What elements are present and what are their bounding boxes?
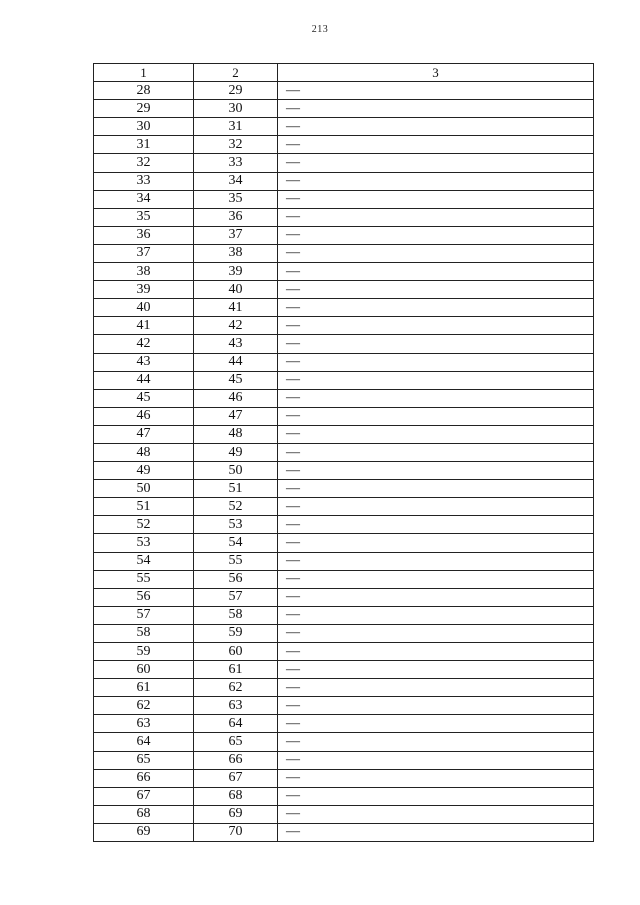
table-cell-col-2: 64	[194, 715, 278, 733]
table-row	[94, 805, 594, 823]
table-cell-col-2: 59	[194, 624, 278, 642]
table-cell-col-3: —	[278, 805, 594, 823]
table-cell-col-1: 35	[94, 208, 194, 226]
table-cell-col-2: 65	[194, 733, 278, 751]
table-body	[94, 82, 594, 842]
table-cell-col-3: —	[278, 190, 594, 208]
table-cell-col-1: 36	[94, 226, 194, 244]
table-cell-col-1: 32	[94, 154, 194, 172]
table-cell-col-3: —	[278, 425, 594, 443]
table-row	[94, 244, 594, 262]
table-cell-col-1: 61	[94, 679, 194, 697]
table-cell-col-2: 63	[194, 697, 278, 715]
table-cell-col-3: —	[278, 353, 594, 371]
table-cell-col-2: 33	[194, 154, 278, 172]
table-row	[94, 534, 594, 552]
table-cell-col-1: 29	[94, 100, 194, 118]
table-cell-col-3: —	[278, 263, 594, 281]
table-cell-col-3: —	[278, 733, 594, 751]
table-cell-col-2: 66	[194, 751, 278, 769]
table-cell-col-1: 39	[94, 281, 194, 299]
header-row	[94, 64, 594, 82]
table-cell-col-1: 66	[94, 769, 194, 787]
table-cell-col-1: 65	[94, 751, 194, 769]
table-row	[94, 606, 594, 624]
table-cell-col-3: —	[278, 154, 594, 172]
table-cell-col-1: 53	[94, 534, 194, 552]
table-cell-col-1: 62	[94, 697, 194, 715]
table-cell-col-1: 67	[94, 787, 194, 805]
table-cell-col-1: 30	[94, 118, 194, 136]
table-cell-col-2: 38	[194, 244, 278, 262]
table-row	[94, 823, 594, 841]
table-cell-col-1: 68	[94, 805, 194, 823]
table-row	[94, 443, 594, 461]
table-cell-col-1: 54	[94, 552, 194, 570]
table-row	[94, 118, 594, 136]
table-cell-col-2: 58	[194, 606, 278, 624]
table-cell-col-3: —	[278, 769, 594, 787]
table-cell-col-3: —	[278, 371, 594, 389]
table-cell-col-2: 48	[194, 425, 278, 443]
table-row	[94, 172, 594, 190]
table-row	[94, 389, 594, 407]
data-table	[93, 63, 594, 842]
table-row	[94, 263, 594, 281]
table-cell-col-3: —	[278, 661, 594, 679]
table-cell-col-2: 62	[194, 679, 278, 697]
table-row	[94, 190, 594, 208]
table-cell-col-3: —	[278, 172, 594, 190]
table-row	[94, 733, 594, 751]
table-row	[94, 82, 594, 100]
table-cell-col-2: 49	[194, 443, 278, 461]
table-cell-col-3: —	[278, 697, 594, 715]
table-cell-col-2: 68	[194, 787, 278, 805]
table-row	[94, 769, 594, 787]
table-cell-col-2: 51	[194, 480, 278, 498]
table-cell-col-3: —	[278, 552, 594, 570]
table-row	[94, 407, 594, 425]
table-cell-col-2: 41	[194, 299, 278, 317]
column-header-2: 2	[194, 64, 278, 82]
table-row	[94, 154, 594, 172]
table-row	[94, 353, 594, 371]
table-cell-col-1: 28	[94, 82, 194, 100]
table-cell-col-2: 56	[194, 570, 278, 588]
table-cell-col-1: 52	[94, 516, 194, 534]
table-cell-col-1: 63	[94, 715, 194, 733]
table-cell-col-1: 64	[94, 733, 194, 751]
table-cell-col-1: 34	[94, 190, 194, 208]
column-header-3: 3	[278, 64, 594, 82]
table-cell-col-3: —	[278, 317, 594, 335]
table-cell-col-3: —	[278, 715, 594, 733]
table-cell-col-3: —	[278, 751, 594, 769]
table-row	[94, 751, 594, 769]
table-cell-col-3: —	[278, 588, 594, 606]
table-row	[94, 498, 594, 516]
table-row	[94, 281, 594, 299]
table-cell-col-3: —	[278, 443, 594, 461]
table-cell-col-3: —	[278, 226, 594, 244]
table-cell-col-2: 40	[194, 281, 278, 299]
table-row	[94, 136, 594, 154]
table-cell-col-2: 36	[194, 208, 278, 226]
table-cell-col-2: 70	[194, 823, 278, 841]
table-cell-col-2: 31	[194, 118, 278, 136]
table-cell-col-2: 69	[194, 805, 278, 823]
table-cell-col-2: 34	[194, 172, 278, 190]
table-cell-col-1: 45	[94, 389, 194, 407]
table-cell-col-1: 57	[94, 606, 194, 624]
table-cell-col-2: 55	[194, 552, 278, 570]
table-cell-col-2: 54	[194, 534, 278, 552]
table-cell-col-1: 40	[94, 299, 194, 317]
table-row	[94, 516, 594, 534]
table-row	[94, 588, 594, 606]
table-row	[94, 552, 594, 570]
table-row	[94, 208, 594, 226]
table-cell-col-1: 55	[94, 570, 194, 588]
table-cell-col-3: —	[278, 462, 594, 480]
table-row	[94, 679, 594, 697]
table-cell-col-3: —	[278, 480, 594, 498]
table-cell-col-3: —	[278, 606, 594, 624]
table-cell-col-2: 47	[194, 407, 278, 425]
table-cell-col-3: —	[278, 82, 594, 100]
table-cell-col-1: 59	[94, 643, 194, 661]
table-cell-col-3: —	[278, 679, 594, 697]
table-cell-col-3: —	[278, 335, 594, 353]
table-cell-col-1: 46	[94, 407, 194, 425]
table-row	[94, 335, 594, 353]
table-cell-col-3: —	[278, 823, 594, 841]
table-cell-col-3: —	[278, 100, 594, 118]
table-cell-col-1: 41	[94, 317, 194, 335]
table-header	[94, 64, 594, 82]
table-cell-col-3: —	[278, 534, 594, 552]
table-cell-col-2: 50	[194, 462, 278, 480]
table-row	[94, 787, 594, 805]
table-row	[94, 299, 594, 317]
table-cell-col-1: 48	[94, 443, 194, 461]
table-cell-col-3: —	[278, 407, 594, 425]
table-cell-col-3: —	[278, 244, 594, 262]
table-cell-col-1: 37	[94, 244, 194, 262]
table-cell-col-3: —	[278, 136, 594, 154]
table-row	[94, 371, 594, 389]
table-cell-col-1: 56	[94, 588, 194, 606]
table-row	[94, 624, 594, 642]
table-cell-col-2: 29	[194, 82, 278, 100]
table-cell-col-2: 42	[194, 317, 278, 335]
table-cell-col-2: 57	[194, 588, 278, 606]
table-cell-col-2: 39	[194, 263, 278, 281]
table-row	[94, 226, 594, 244]
table-row	[94, 715, 594, 733]
table-cell-col-2: 45	[194, 371, 278, 389]
table-cell-col-3: —	[278, 281, 594, 299]
table-cell-col-1: 58	[94, 624, 194, 642]
table-row	[94, 643, 594, 661]
table-row	[94, 570, 594, 588]
table-cell-col-1: 38	[94, 263, 194, 281]
table-row	[94, 425, 594, 443]
table-row	[94, 480, 594, 498]
table-cell-col-3: —	[278, 299, 594, 317]
table-cell-col-2: 52	[194, 498, 278, 516]
table-cell-col-1: 47	[94, 425, 194, 443]
table-cell-col-2: 44	[194, 353, 278, 371]
table-row	[94, 697, 594, 715]
table-cell-col-2: 60	[194, 643, 278, 661]
table-cell-col-2: 53	[194, 516, 278, 534]
table-cell-col-2: 61	[194, 661, 278, 679]
table-cell-col-1: 43	[94, 353, 194, 371]
table-cell-col-2: 46	[194, 389, 278, 407]
table-cell-col-1: 42	[94, 335, 194, 353]
page-number: 213	[311, 24, 329, 35]
table-cell-col-1: 51	[94, 498, 194, 516]
table-cell-col-1: 60	[94, 661, 194, 679]
table-row	[94, 661, 594, 679]
table-cell-col-3: —	[278, 208, 594, 226]
table-cell-col-2: 37	[194, 226, 278, 244]
table-cell-col-3: —	[278, 389, 594, 407]
table-cell-col-3: —	[278, 624, 594, 642]
table-cell-col-3: —	[278, 118, 594, 136]
table-cell-col-2: 67	[194, 769, 278, 787]
table-cell-col-2: 32	[194, 136, 278, 154]
table-row	[94, 462, 594, 480]
table-cell-col-2: 43	[194, 335, 278, 353]
table-row	[94, 100, 594, 118]
table-cell-col-2: 30	[194, 100, 278, 118]
column-header-1: 1	[94, 64, 194, 82]
table-cell-col-3: —	[278, 787, 594, 805]
table-cell-col-1: 69	[94, 823, 194, 841]
table-cell-col-1: 49	[94, 462, 194, 480]
table-cell-col-1: 44	[94, 371, 194, 389]
table-cell-col-3: —	[278, 570, 594, 588]
table-cell-col-3: —	[278, 498, 594, 516]
table-cell-col-3: —	[278, 643, 594, 661]
table-cell-col-2: 35	[194, 190, 278, 208]
table-cell-col-1: 33	[94, 172, 194, 190]
table-cell-col-1: 31	[94, 136, 194, 154]
table-row	[94, 317, 594, 335]
table-cell-col-3: —	[278, 516, 594, 534]
table-cell-col-1: 50	[94, 480, 194, 498]
